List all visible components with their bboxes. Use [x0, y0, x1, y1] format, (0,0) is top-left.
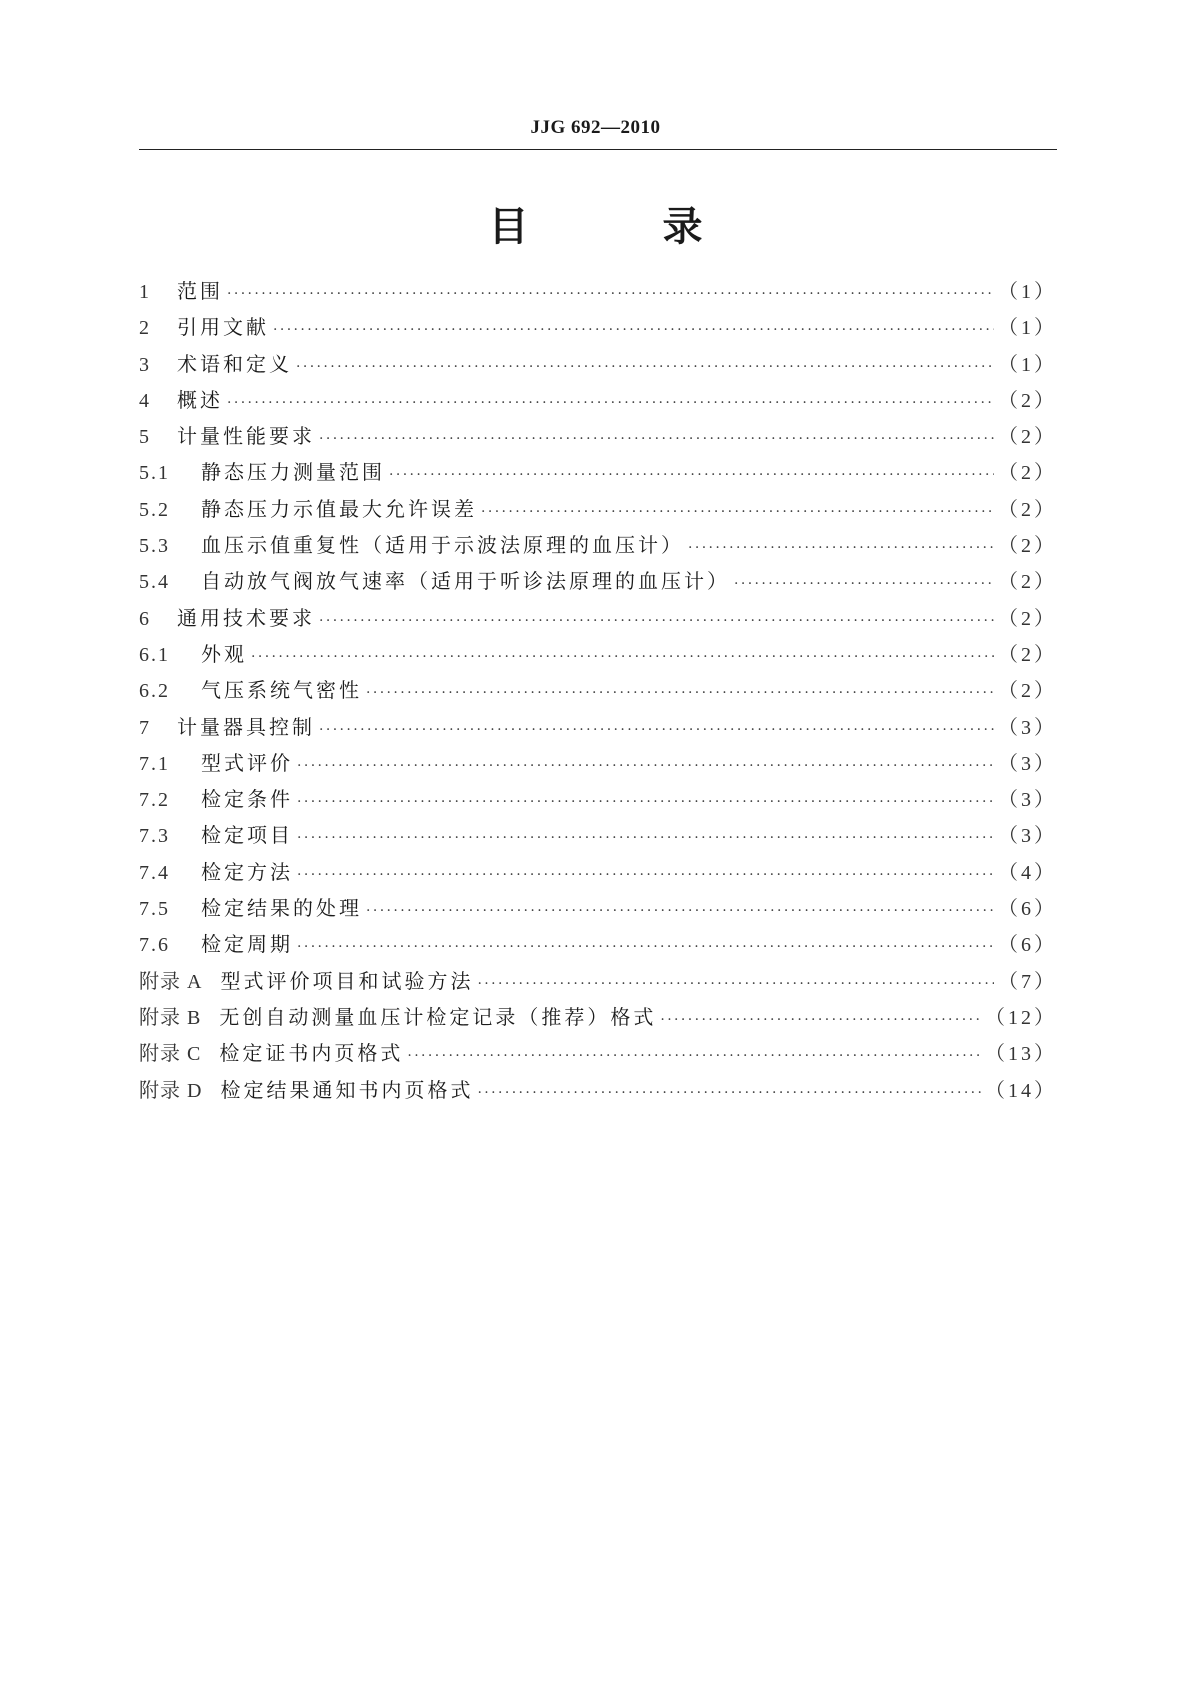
- toc-dot-leader: [297, 939, 994, 955]
- toc-entry-page: （14）: [985, 1079, 1057, 1102]
- toc-dot-leader: [366, 685, 994, 701]
- toc-entry-title: 气压系统气密性: [201, 678, 362, 703]
- toc-entry-title: 检定方法: [201, 859, 293, 884]
- toc-entry-page: （2）: [998, 498, 1057, 521]
- toc-entry[interactable]: [139, 1001, 1057, 1037]
- toc-entry-title: 检定结果通知书内页格式: [220, 1077, 474, 1102]
- toc-dot-leader: [366, 903, 994, 919]
- toc-entry-title: 检定证书内页格式: [219, 1041, 404, 1066]
- toc-entry-title: 范围: [177, 279, 223, 303]
- toc-dot-leader: [297, 867, 994, 883]
- toc-entry[interactable]: [139, 602, 1057, 638]
- toc-entry-number: 5.3: [139, 535, 170, 558]
- toc-entry[interactable]: [139, 529, 1057, 565]
- table-of-contents: [139, 275, 1057, 1110]
- toc-dot-leader: [297, 758, 994, 774]
- toc-dot-leader: [227, 286, 994, 302]
- toc-entry-page: （2）: [998, 571, 1057, 594]
- toc-entry-number: 附录 A: [139, 970, 203, 993]
- toc-entry[interactable]: [139, 1037, 1057, 1073]
- toc-dot-leader: [319, 722, 994, 738]
- toc-entry[interactable]: [139, 747, 1057, 783]
- toc-entry-page: （6）: [998, 934, 1057, 957]
- toc-entry[interactable]: [139, 819, 1057, 855]
- toc-entry-title: 自动放气阀放气速率（适用于听诊法原理的血压计）: [201, 569, 730, 594]
- toc-entry-page: （2）: [998, 607, 1057, 630]
- header-divider: [139, 149, 1057, 150]
- toc-entry-title: 检定周期: [201, 932, 293, 957]
- toc-entry-page: （12）: [985, 1006, 1057, 1029]
- toc-entry-title: 外观: [201, 641, 247, 666]
- toc-entry-title: 检定项目: [201, 823, 293, 848]
- toc-dot-leader: [477, 976, 994, 992]
- toc-entry-page: （2）: [998, 426, 1057, 449]
- toc-entry-number: 6: [139, 607, 151, 630]
- toc-entry[interactable]: [139, 711, 1057, 747]
- toc-entry[interactable]: [139, 348, 1057, 384]
- toc-entry-title: 无创自动测量血压计检定记录（推荐）格式: [219, 1004, 657, 1029]
- toc-entry-number: 5.2: [139, 498, 170, 521]
- toc-entry-page: （1）: [998, 317, 1057, 340]
- toc-entry-title: 计量器具控制: [177, 714, 315, 739]
- toc-dot-leader: [688, 540, 994, 556]
- toc-entry-page: （3）: [998, 825, 1057, 848]
- toc-dot-leader: [296, 359, 994, 375]
- toc-entry[interactable]: [139, 384, 1057, 420]
- toc-entry-title: 概述: [177, 387, 223, 412]
- toc-entry-number: 附录 D: [139, 1079, 203, 1102]
- toc-entry[interactable]: [139, 311, 1057, 347]
- toc-entry-title: 检定结果的处理: [201, 896, 362, 921]
- toc-entry-title: 静态压力测量范围: [201, 460, 385, 485]
- toc-entry-number: 附录 B: [139, 1006, 202, 1029]
- toc-entry[interactable]: [139, 965, 1057, 1001]
- toc-dot-leader: [477, 1085, 981, 1101]
- toc-entry-page: （2）: [998, 535, 1057, 558]
- toc-entry-number: 5.4: [139, 571, 170, 594]
- toc-entry[interactable]: [139, 493, 1057, 529]
- toc-entry[interactable]: [139, 638, 1057, 674]
- page-title: 目 录: [488, 204, 763, 250]
- toc-entry[interactable]: [139, 783, 1057, 819]
- toc-entry-number: 1: [139, 281, 151, 303]
- toc-dot-leader: [297, 830, 994, 846]
- toc-entry[interactable]: [139, 928, 1057, 964]
- toc-entry-title: 血压示值重复性（适用于示波法原理的血压计）: [201, 533, 684, 558]
- toc-entry-number: 7.5: [139, 898, 170, 921]
- toc-dot-leader: [227, 395, 994, 411]
- toc-entry[interactable]: [139, 856, 1057, 892]
- document-code: JJG 692—2010: [530, 117, 661, 138]
- toc-dot-leader: [734, 576, 994, 592]
- toc-entry-page: （2）: [998, 643, 1057, 666]
- toc-dot-leader: [481, 504, 994, 520]
- toc-entry-page: （1）: [998, 353, 1057, 376]
- toc-entry-title: 检定条件: [201, 787, 293, 812]
- toc-entry-number: 6.2: [139, 680, 170, 703]
- toc-entry[interactable]: [139, 892, 1057, 928]
- toc-dot-leader: [319, 613, 994, 629]
- toc-entry[interactable]: [139, 456, 1057, 492]
- toc-entry-title: 静态压力示值最大允许误差: [201, 496, 477, 521]
- toc-entry-number: 7.3: [139, 825, 170, 848]
- toc-entry-page: （3）: [998, 752, 1057, 775]
- toc-entry-title: 计量性能要求: [177, 424, 315, 449]
- toc-dot-leader: [273, 322, 994, 338]
- toc-dot-leader: [389, 467, 994, 483]
- toc-entry-page: （3）: [998, 716, 1057, 739]
- toc-entry-number: 7.4: [139, 861, 170, 884]
- toc-entry-title: 型式评价项目和试验方法: [220, 968, 474, 993]
- toc-entry-number: 6.1: [139, 643, 170, 666]
- toc-entry-number: 5.1: [139, 462, 170, 485]
- toc-entry-title: 通用技术要求: [177, 605, 315, 630]
- toc-entry-page: （13）: [985, 1043, 1057, 1066]
- toc-entry-number: 5: [139, 426, 151, 449]
- toc-entry-page: （4）: [998, 861, 1057, 884]
- toc-entry-page: （2）: [998, 680, 1057, 703]
- toc-entry[interactable]: [139, 1074, 1057, 1110]
- toc-entry-page: （6）: [998, 898, 1057, 921]
- toc-entry-number: 3: [139, 353, 151, 376]
- toc-dot-leader: [297, 794, 994, 810]
- toc-entry-page: （1）: [998, 281, 1057, 303]
- toc-entry-number: 附录 C: [139, 1043, 202, 1066]
- toc-entry[interactable]: [139, 565, 1057, 601]
- toc-entry-title: 型式评价: [201, 750, 293, 775]
- toc-entry-title: 引用文献: [177, 315, 269, 340]
- toc-entry-page: （2）: [998, 389, 1057, 412]
- toc-entry-page: （3）: [998, 789, 1057, 812]
- toc-entry[interactable]: [139, 275, 1057, 311]
- toc-entry-page: （7）: [998, 970, 1057, 993]
- toc-dot-leader: [251, 649, 994, 665]
- toc-entry-number: 4: [139, 389, 151, 412]
- toc-entry-title: 术语和定义: [177, 351, 292, 376]
- toc-entry-page: （2）: [998, 462, 1057, 485]
- toc-dot-leader: [660, 1012, 981, 1028]
- toc-entry-number: 2: [139, 317, 151, 340]
- toc-dot-leader: [319, 431, 994, 447]
- toc-entry-number: 7: [139, 716, 151, 739]
- toc-entry-number: 7.2: [139, 789, 170, 812]
- toc-entry[interactable]: [139, 420, 1057, 456]
- toc-entry[interactable]: [139, 674, 1057, 710]
- toc-entry-number: 7.1: [139, 752, 170, 775]
- toc-entry-number: 7.6: [139, 934, 170, 957]
- toc-dot-leader: [407, 1048, 981, 1064]
